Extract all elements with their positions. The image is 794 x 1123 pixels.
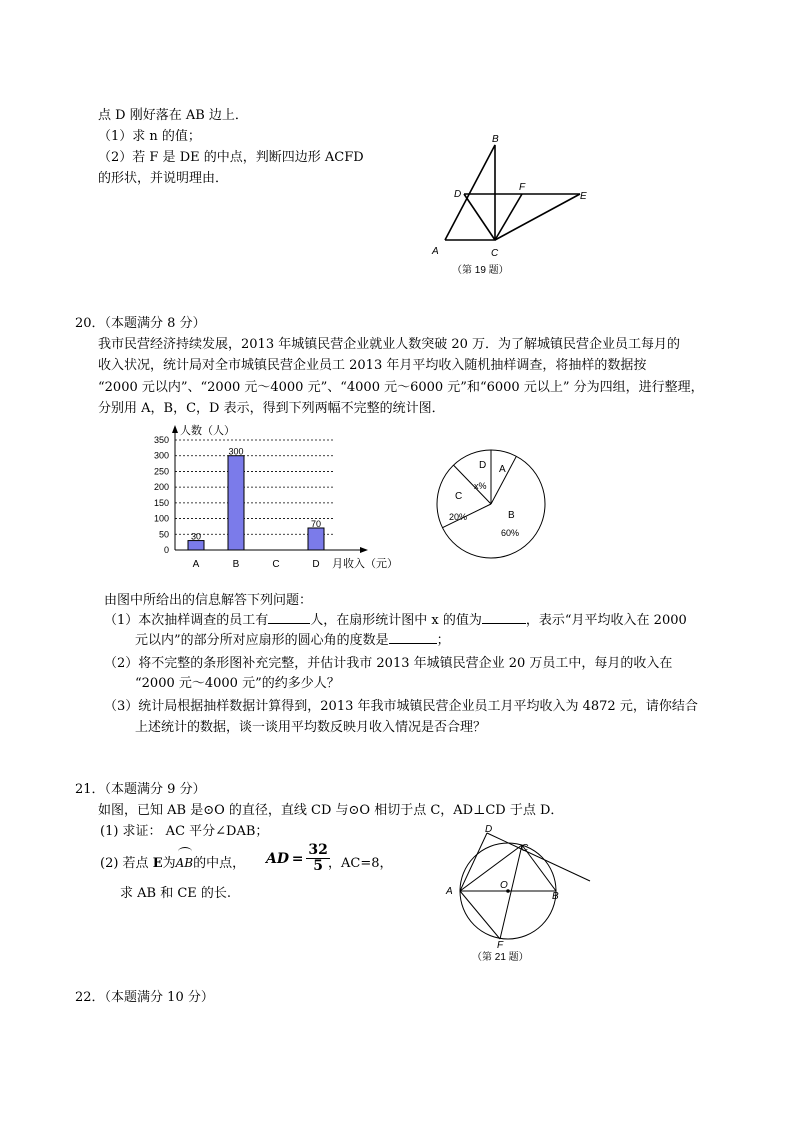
q19-part2b: 的形状，并说明理由．	[98, 171, 229, 186]
x-axis-label: 月收入（元）	[332, 558, 398, 570]
q20-q1-e: ；	[436, 633, 450, 648]
label-C21: C	[521, 843, 529, 854]
q20-q1-a: （1）本次抽样调查的员工有	[104, 613, 269, 628]
bar-B	[228, 456, 244, 550]
pie-percent-D: x%	[474, 481, 487, 491]
q20-intro-2: 收入状况，统计局对全市城镇民营企业员工 2013 年月平均收入随机抽样调查，将抽样的数据按	[98, 358, 647, 373]
q20-header: 20．（本题满分 8 分）	[75, 316, 206, 331]
pie-label-C: C	[455, 491, 463, 502]
label-B21: B	[552, 891, 559, 902]
bar-D	[308, 528, 324, 550]
q20-q3-line1: （3）统计局根据抽样数据计算得到，2013 年我市城镇民营企业员工月平均收入为 4872 元，请你结合	[104, 699, 698, 714]
pie-percent-C: 20%	[449, 512, 468, 522]
triangle-ABC	[445, 145, 495, 240]
q19-text-line1: 点 D 刚好落在 AB 边上．	[98, 108, 248, 123]
x-axis-arrow	[360, 547, 368, 553]
blank-x-value[interactable]	[482, 611, 526, 624]
q21-point-E: E	[152, 856, 163, 871]
y-axis-label: 人数（人）	[180, 425, 235, 437]
q19-figure	[420, 130, 600, 280]
pie-label-D: D	[479, 460, 487, 471]
q20-q2-line2: “2000 元～4000 元”的约多少人？	[135, 676, 340, 691]
category-label-B: B	[232, 559, 240, 570]
bar-value-label-D: 70	[310, 519, 322, 529]
category-label-A: A	[192, 559, 200, 570]
arc-letters: AB	[175, 856, 194, 870]
q20-q1-line2	[135, 629, 450, 648]
q21-header: 21．（本题满分 9 分）	[75, 782, 206, 797]
ad-fraction	[266, 843, 330, 874]
label-D: D	[454, 189, 462, 200]
q21-intro: 如图，已知 AB 是⊙O 的直径，直线 CD 与⊙O 相切于点 C，AD⊥CD 于点 D．	[98, 803, 564, 818]
pie-label-B: B	[508, 510, 515, 521]
segment-DC	[464, 194, 495, 240]
tangent-line-CD	[487, 833, 590, 881]
bar-chart	[140, 420, 400, 575]
q21-part1: (1) 求证： AC 平分∠DAB；	[100, 824, 269, 839]
figure19-caption: （第 19 题）	[452, 265, 509, 276]
y-tick-300: 300	[153, 450, 169, 461]
label-B: B	[492, 134, 499, 145]
label-F: F	[519, 182, 526, 193]
q21-part2	[100, 852, 245, 871]
category-label-C: C	[272, 559, 280, 570]
arc-AB	[176, 856, 193, 871]
label-E: E	[580, 191, 587, 202]
q22-header: 22．（本题满分 10 分）	[75, 990, 214, 1005]
label-F21: F	[497, 940, 504, 951]
blank-employees[interactable]	[268, 611, 310, 624]
y-tick-250: 250	[153, 466, 169, 477]
q20-intro-3: “2000 元以内”、“2000 元～4000 元”、“4000 元～6000 元”和“6000 元以上” 分为四组，进行整理，	[98, 380, 704, 395]
ad-label: AD	[266, 850, 290, 867]
pie-label-A: A	[499, 464, 506, 475]
q21-p2-a: (2) 若点	[100, 856, 149, 871]
ad-lhs: AD =	[266, 850, 307, 867]
pie-chart	[435, 447, 555, 567]
label-D21: D	[485, 824, 493, 835]
figure21-caption: （第 21 题）	[472, 952, 529, 963]
blank-angle[interactable]	[389, 631, 437, 644]
q20-q1-line1	[104, 609, 687, 628]
q20-q1-c: ，表示“月平均收入在 2000	[525, 613, 687, 628]
q20-q1-d: 元以内”的部分所对应扇形的圆心角的度数是	[135, 633, 389, 648]
q20-intro-1: 我市民营经济持续发展，2013 年城镇民营企业就业人数突破 20 万．为了解城镇民营企业员工每月的	[98, 337, 681, 352]
q20-q1-b: 人，在扇形统计图中 x 的值为	[310, 613, 482, 628]
arc-symbol	[178, 847, 192, 856]
q21-part3: 求 AB 和 CE 的长.	[120, 886, 232, 901]
fraction-numerator: 32	[308, 842, 328, 858]
q20-prompt: 由图中所给出的信息解答下列问题：	[104, 593, 313, 608]
segment-AD	[460, 833, 487, 891]
pie-percent-B: 60%	[501, 528, 520, 538]
y-tick-labels	[154, 435, 169, 555]
y-tick-0: 0	[163, 545, 169, 555]
q20-q3-line2: 上述统计的数据，谈一谈用平均数反映月收入情况是否合理？	[135, 720, 487, 735]
label-C: C	[491, 248, 499, 259]
fraction	[306, 843, 329, 874]
q21-p2-d: ，AC=8，	[328, 856, 393, 871]
label-O21: O	[500, 880, 508, 891]
y-tick-150: 150	[153, 497, 169, 508]
q21-figure	[440, 822, 600, 967]
bar-value-label-B: 300	[228, 446, 244, 457]
y-tick-200: 200	[153, 482, 169, 493]
q21-p2-c: 的中点，	[193, 856, 246, 871]
bar-A	[188, 541, 204, 550]
y-tick-350: 350	[153, 435, 169, 445]
q19-part1: （1）求 n 的值；	[98, 129, 201, 144]
q20-intro-4: 分别用 A，B，C，D 表示，得到下列两幅不完整的统计图．	[98, 401, 445, 416]
fraction-denominator: 5	[313, 858, 323, 874]
q19-part2a: （2）若 F 是 DE 的中点，判断四边形 ACFD	[98, 150, 364, 165]
label-A: A	[432, 246, 439, 257]
q21-p2-b: 为	[162, 856, 176, 871]
y-axis-arrow	[172, 425, 178, 433]
bar-value-label-A: 30	[190, 531, 202, 542]
y-tick-100: 100	[153, 513, 169, 524]
category-label-D: D	[312, 559, 320, 570]
label-A21: A	[446, 886, 453, 897]
q20-q2-line1: （2）将不完整的条形图补充完整，并估计我市 2013 年城镇民营企业 20 万员工中，每月的收入在	[104, 656, 673, 671]
category-labels	[193, 559, 320, 570]
y-tick-50: 50	[158, 529, 169, 540]
